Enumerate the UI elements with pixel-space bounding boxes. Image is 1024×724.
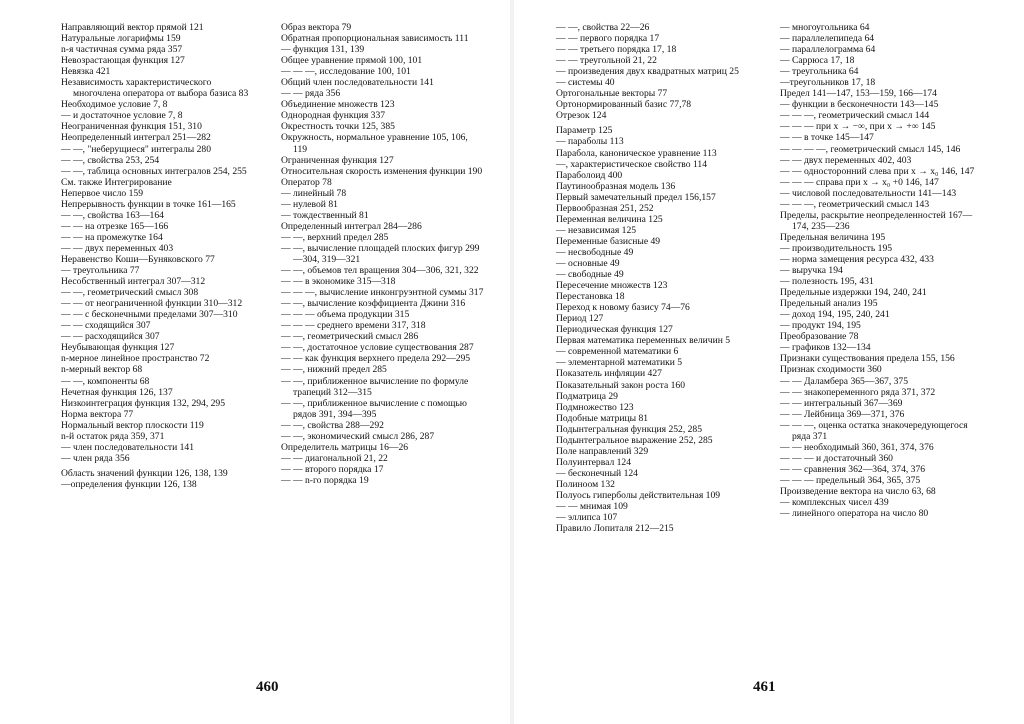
index-entry: Параболоид 400 (556, 169, 623, 181)
index-entry: — — знакопеременного ряда 371, 372 (780, 386, 936, 398)
index-entry: Переменные базисные 49 (556, 235, 661, 247)
index-entry: — — Лейбница 369—371, 376 (780, 408, 905, 420)
index-entry: Область значений функции 126, 138, 139 (61, 467, 228, 479)
index-entry: — — необходимый 360, 361, 374, 376 (780, 441, 934, 453)
index-entry: Направляющий вектор прямой 121 (61, 22, 204, 33)
index-column-4 (780, 22, 984, 519)
index-entry: Предельные издержки 194, 240, 241 (780, 287, 927, 299)
index-entry: — —, свойства 253, 254 (61, 154, 160, 166)
index-entry: — тождественный 81 (281, 209, 369, 221)
index-entry: — —, геометрический смысл 286 (281, 331, 419, 343)
index-entry: Однородная функция 337 (281, 110, 386, 122)
index-entry: Первая математика переменных величин 5 (556, 335, 731, 347)
index-entry: — — — предельный 364, 365, 375 (780, 474, 921, 486)
index-entry: — норма замещения ресурса 432, 433 (780, 253, 934, 265)
index-entry: Произведение вектора на число 63, 68 (780, 485, 936, 497)
index-entry: Независимость характеристического многочлена оператора от выбора базиса 83 (61, 77, 249, 100)
index-entry: — элементарной математики 5 (556, 357, 683, 369)
index-entry: — комплексных чисел 439 (780, 497, 889, 509)
index-entry: — — на отрезке 165—166 (61, 220, 169, 232)
index-column-3 (556, 22, 752, 534)
index-entry: — линейный 78 (281, 187, 347, 199)
index-entry: Показательный закон роста 160 (556, 379, 686, 391)
index-entry: Непрерывность функции в точке 161—165 (61, 198, 236, 210)
index-entry: — — — справа при x → x₀ +0 146, 147 (780, 176, 939, 188)
index-entry: Обратная пропорциональная зависимость 111 (281, 33, 469, 45)
index-entry: —определения функции 126, 138 (61, 478, 197, 490)
index-entry: — —, объемов тел вращения 304—306, 321, 322 (281, 265, 479, 277)
index-entry: — свободные 49 (556, 269, 624, 281)
index-entry: Правило Лопиталя 212—215 (556, 523, 674, 535)
index-entry: Нормальный вектор плоскости 119 (61, 419, 204, 431)
index-entry: — член ряда 356 (61, 452, 130, 464)
index-entry: — эллипса 107 (556, 512, 618, 524)
index-entry: — —, нижний предел 285 (281, 364, 387, 376)
index-entry: Ортонормированный базис 77,78 (556, 99, 692, 111)
page-number-right: 461 (753, 679, 776, 695)
index-entry: Полуинтервал 124 (556, 456, 632, 468)
index-entry: Паутинообразная модель 136 (556, 180, 676, 192)
index-entry: — многоугольника 64 (780, 22, 870, 33)
index-entry: — и достаточное условие 7, 8 (61, 110, 183, 122)
index-entry: — — односторонний слева при x → x₀ 146, 147 (780, 165, 975, 177)
index-entry: Относительная скорость изменения функции 190 (281, 165, 483, 177)
index-entry: Неубывающая функция 127 (61, 342, 175, 354)
index-entry: — —, компоненты 68 (61, 375, 150, 387)
index-entry: — —, экономический смысл 286, 287 (281, 430, 435, 442)
index-entry: Оператор 78 (281, 176, 332, 188)
index-entry: — основные 49 (556, 257, 620, 269)
index-entry: — — от неограниченной функции 310—312 (61, 298, 243, 310)
index-entry: — нулевой 81 (281, 198, 338, 210)
index-entry: — —, геометрический смысл 308 (61, 287, 199, 299)
index-entry: Показатель инфляции 427 (556, 368, 662, 380)
index-entry: — —, "неберущиеся" интегралы 280 (61, 143, 211, 155)
index-entry: — —, достаточное условие существования 287 (281, 342, 474, 354)
index-entry: — — интегральный 367—369 (780, 397, 903, 409)
index-entry: Несобственный интеграл 307—312 (61, 276, 206, 288)
index-entry: Преобразование 78 (780, 331, 859, 343)
index-entry: Непервое число 159 (61, 187, 144, 199)
index-entry: — — —, оценка остатка знакочередующегося ряда 371 (780, 419, 968, 442)
index-entry: n-я частичная сумма ряда 357 (61, 44, 183, 56)
index-entry: —треугольников 17, 18 (780, 77, 876, 89)
index-entry: Образ вектора 79 (281, 22, 352, 33)
index-entry: Первый замечательный предел 156,157 (556, 191, 716, 203)
index-entry: — — сравнения 362—364, 374, 376 (780, 463, 926, 475)
index-entry: Окружность, нормальное уравнение 105, 106, 119 (281, 132, 468, 155)
index-entry: — функции в бесконечности 143—145 (780, 99, 939, 111)
index-entry: — параллелепипеда 64 (780, 33, 875, 45)
index-entry: — — — —, геометрический смысл 145, 146 (780, 143, 961, 155)
index-entry: Ограниченная функция 127 (281, 154, 394, 166)
index-entry: — — —, геометрический смысл 144 (780, 110, 930, 122)
index-entry: — бесконечный 124 (556, 467, 638, 479)
index-entry: — — диагональной 21, 22 (281, 452, 388, 464)
index-entry: — — ряда 356 (281, 88, 341, 100)
index-entry: Подынтегральная функция 252, 285 (556, 423, 703, 435)
index-entry: — числовой последовательности 141—143 (780, 187, 957, 199)
index-entry: Перестановка 18 (556, 291, 625, 303)
index-entry: — — —, исследование 100, 101 (281, 66, 411, 78)
index-entry: — треугольника 77 (61, 265, 140, 277)
index-entry: Поле направлений 329 (556, 445, 649, 457)
index-entry: — независимая 125 (556, 224, 637, 236)
index-entry: — — двух переменных 403 (61, 242, 174, 254)
index-entry: — — второго порядка 17 (281, 463, 384, 475)
index-entry: — современной математики 6 (556, 346, 679, 358)
index-entry: — функция 131, 139 (281, 44, 365, 56)
index-entry: — треугольника 64 (780, 66, 859, 78)
index-entry: Периодическая функция 127 (556, 324, 673, 336)
index-entry: — —, таблица основных интегралов 254, 255 (61, 165, 247, 177)
index-entry: — системы 40 (556, 77, 615, 89)
index-entry: — — — среднего времени 317, 318 (281, 320, 426, 332)
index-entry: Норма вектора 77 (61, 408, 134, 420)
index-entry: Низкоинтеграция функция 132, 294, 295 (61, 397, 226, 409)
page-gutter (510, 0, 514, 724)
index-entry: — — в экономике 315—318 (281, 276, 396, 288)
index-entry: Переход к новому базису 74—76 (556, 302, 690, 314)
index-entry: — — — при x → −∞, при x → +∞ 145 (780, 121, 936, 133)
index-entry: Определенный интеграл 284—286 (281, 220, 422, 232)
index-entry: См. также Интегрирование (61, 176, 172, 188)
index-column-1 (61, 22, 257, 490)
index-entry: Объединение множеств 123 (281, 99, 395, 111)
index-entry: Подматрица 29 (556, 390, 618, 402)
index-entry: Невозрастающая функция 127 (61, 55, 185, 67)
index-entry: Подынтегральное выражение 252, 285 (556, 434, 713, 446)
index-entry: — — расходящийся 307 (61, 331, 160, 343)
index-column-2 (281, 22, 484, 486)
index-entry: — продукт 194, 195 (780, 320, 861, 332)
index-entry: Полуось гиперболы действительная 109 (556, 489, 721, 501)
index-entry: Переменная величина 125 (556, 213, 663, 225)
index-entry: Ортогональные векторы 77 (556, 88, 668, 100)
index-entry: — —, приближенное вычисление с помощью рядов 391, 394—395 (281, 397, 467, 420)
index-entry: Натуральные логарифмы 159 (61, 33, 181, 45)
index-entry: — — на промежутке 164 (61, 231, 163, 243)
index-entry: — параболы 113 (556, 136, 624, 148)
index-entry: — — —, геометрический смысл 143 (780, 198, 930, 210)
page-number-left: 460 (256, 679, 279, 695)
index-entry: — произведения двух квадратных матриц 25 (556, 66, 739, 78)
index-entry: — — треугольной 21, 22 (556, 55, 657, 67)
index-entry: — графиков 132—134 (780, 342, 871, 354)
index-entry: —, характеристическое свойство 114 (556, 158, 707, 170)
index-entry: — — — объема продукции 315 (281, 309, 410, 321)
index-entry: — выручка 194 (780, 265, 843, 277)
index-entry: Подобные матрицы 81 (556, 412, 649, 424)
index-entry: Предельный анализ 195 (780, 298, 878, 310)
index-entry: Необходимое условие 7, 8 (61, 99, 168, 111)
index-entry: — — двух переменных 402, 403 (780, 154, 912, 166)
index-entry: Подмножество 123 (556, 401, 634, 413)
index-entry: Полиноом 132 (556, 478, 615, 490)
index-entry: Предел 141—147, 153—159, 166—174 (780, 88, 937, 100)
index-entry: Пересечение множеств 123 (556, 280, 668, 292)
index-entry: — — сходящийся 307 (61, 320, 151, 332)
index-entry: Неограниченная функция 151, 310 (61, 121, 202, 133)
index-entry: Признаки существования предела 155, 156 (780, 353, 955, 365)
index-entry: — — как функция верхнего предела 292—295 (281, 353, 471, 365)
index-entry: — несвободные 49 (556, 246, 634, 258)
index-entry: — Саррюса 17, 18 (780, 55, 855, 67)
index-entry: — —, свойства 163—164 (61, 209, 164, 221)
index-entry: Парабола, каноническое уравнение 113 (556, 147, 717, 159)
index-entry: — производительность 195 (780, 242, 893, 254)
index-entry: — —, приближенное вычисление по формуле трапеций 312—315 (281, 375, 469, 398)
index-entry: Определитель матрицы 16—26 (281, 441, 409, 453)
index-entry: Невязка 421 (61, 66, 111, 78)
index-entry: — — —, вычисление инконгруэнтной суммы 317 (281, 287, 484, 299)
index-entry: Параметр 125 (556, 125, 613, 137)
index-entry: — — в точке 145—147 (780, 132, 874, 144)
index-entry: — — — и достаточный 360 (780, 452, 893, 464)
index-entry: n-мерное линейное пространство 72 (61, 353, 210, 365)
index-entry: — — первого порядка 17 (556, 33, 660, 45)
index-entry: Признак сходимости 360 (780, 364, 882, 376)
index-entry: n-й остаток ряда 359, 371 (61, 430, 165, 442)
index-entry: — — с бесконечными пределами 307—310 (61, 309, 238, 321)
index-entry: Окрестность точки 125, 385 (281, 121, 395, 133)
index-entry: — —, свойства 22—26 (556, 22, 650, 33)
index-entry: — — n-го порядка 19 (281, 474, 369, 486)
index-entry: — —, вычисление площадей плоских фигур 299—304, 319—321 (281, 242, 480, 265)
index-entry: Предельная величина 195 (780, 231, 886, 243)
index-entry: Неопределенный интеграл 251—282 (61, 132, 211, 144)
index-entry: Отрезок 124 (556, 110, 607, 122)
index-entry: — —, вычисление коэффициента Джини 316 (281, 298, 466, 310)
index-entry: — —, верхний предел 285 (281, 231, 389, 243)
index-entry: — линейного оператора на число 80 (780, 508, 929, 520)
index-entry: Нечетная функция 126, 137 (61, 386, 173, 398)
index-entry: Неравенство Коши—Буняковского 77 (61, 253, 215, 265)
index-entry: — параллелограмма 64 (780, 44, 876, 56)
index-entry: — — Даламбера 365—367, 375 (780, 375, 909, 387)
index-entry: — —, свойства 288—292 (281, 419, 384, 431)
index-entry: n-мерный вектор 68 (61, 364, 143, 376)
index-entry: Период 127 (556, 313, 604, 325)
index-entry: Общее уравнение прямой 100, 101 (281, 55, 423, 67)
index-entry: — полезность 195, 431 (780, 276, 874, 288)
index-entry: — доход 194, 195, 240, 241 (780, 309, 890, 321)
index-entry: — член последовательности 141 (61, 441, 194, 453)
index-entry: Общий член последовательности 141 (281, 77, 434, 89)
index-entry: Первообразная 251, 252 (556, 202, 654, 214)
index-entry: — — третьего порядка 17, 18 (556, 44, 677, 56)
index-entry: Пределы, раскрытие неопределенностей 167—174, 235—236 (780, 209, 973, 232)
index-entry: — — мнимая 109 (556, 501, 628, 513)
